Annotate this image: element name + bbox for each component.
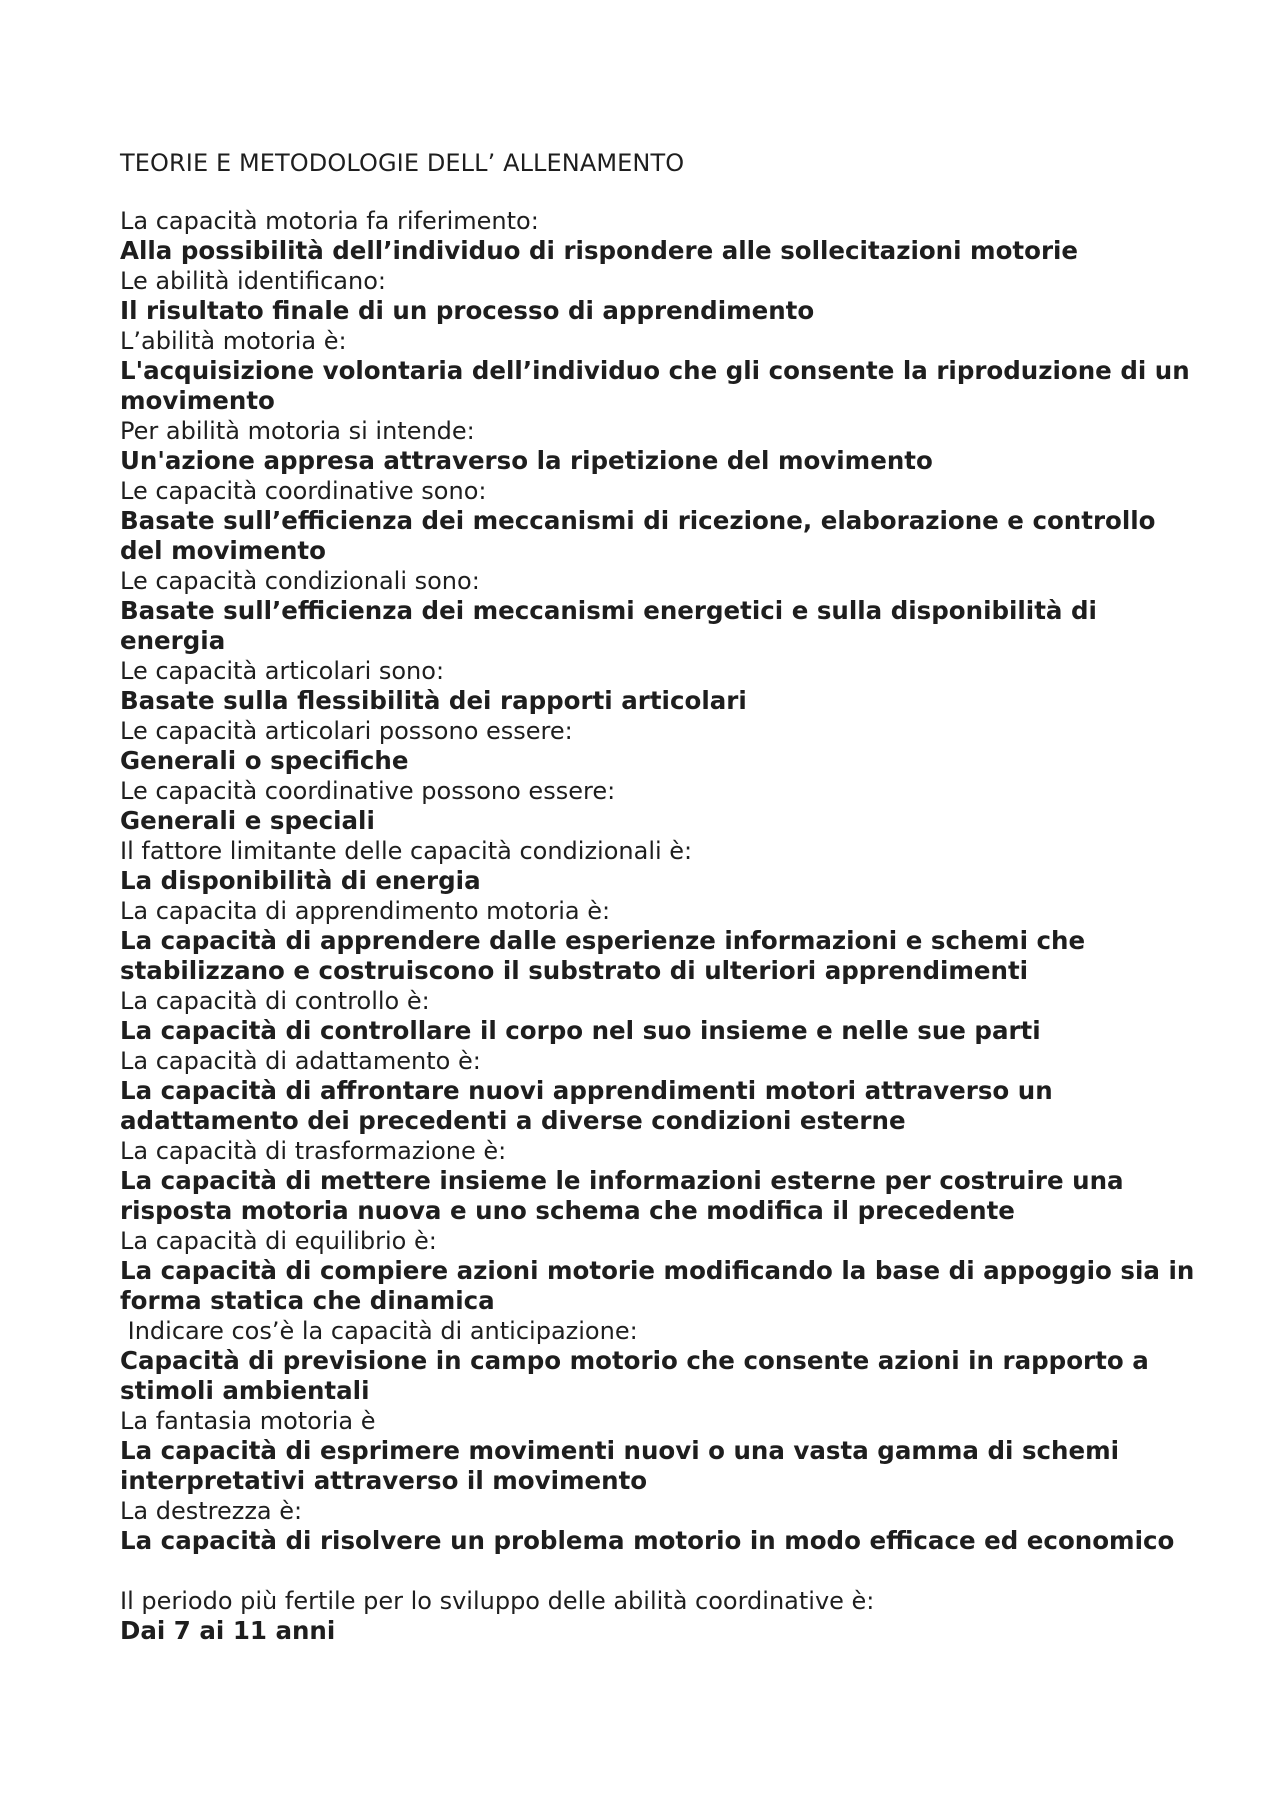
qa-item bbox=[120, 1316, 1200, 1406]
question-text: Le abilità identificano: bbox=[120, 267, 386, 295]
answer-text: La capacità di risolvere un problema motorio in modo efficace ed economico bbox=[120, 1526, 1175, 1555]
question-text: Indicare cos’è la capacità di anticipazione: bbox=[120, 1317, 638, 1345]
qa-item bbox=[120, 1406, 1200, 1496]
qa-item bbox=[120, 776, 1200, 836]
question-text: La capacita di apprendimento motoria è: bbox=[120, 897, 611, 925]
document-title: TEORIE E METODOLOGIE DELL’ ALLENAMENTO bbox=[120, 149, 685, 177]
question-text: Per abilità motoria si intende: bbox=[120, 417, 475, 445]
qa-item bbox=[120, 1496, 1200, 1556]
answer-text: Il risultato finale di un processo di apprendimento bbox=[120, 296, 815, 325]
question-text: La capacità di trasformazione è: bbox=[120, 1137, 507, 1165]
answer-text: Basate sull’efficienza dei meccanismi di ricezione, elaborazione e controllo del movimento bbox=[120, 506, 1156, 565]
qa-item bbox=[120, 896, 1200, 986]
qa-item bbox=[120, 326, 1200, 416]
answer-text: La capacità di compiere azioni motorie modificando la base di appoggio sia in forma statica che dinamica bbox=[120, 1256, 1195, 1315]
qa-item bbox=[120, 266, 1200, 326]
qa-item bbox=[120, 1226, 1200, 1316]
answer-text: La capacità di affrontare nuovi apprendimenti motori attraverso un adattamento dei precedenti a diverse condizioni esterne bbox=[120, 1076, 1053, 1135]
question-text: L’abilità motoria è: bbox=[120, 327, 347, 355]
qa-item bbox=[120, 206, 1200, 266]
answer-text: Generali o specifiche bbox=[120, 746, 409, 775]
question-answer-list bbox=[120, 206, 1200, 1556]
qa-item bbox=[120, 986, 1200, 1046]
qa-item bbox=[120, 836, 1200, 896]
question-text: Le capacità articolari possono essere: bbox=[120, 717, 573, 745]
final-qa-item bbox=[120, 1586, 1200, 1646]
answer-text: L'acquisizione volontaria dell’individuo che gli consente la riproduzione di un movimento bbox=[120, 356, 1190, 415]
question-text: Le capacità condizionali sono: bbox=[120, 567, 480, 595]
paragraph-spacer bbox=[120, 1556, 1200, 1586]
question-text: Il fattore limitante delle capacità condizionali è: bbox=[120, 837, 693, 865]
answer-text: La capacità di controllare il corpo nel suo insieme e nelle sue parti bbox=[120, 1016, 1041, 1045]
answer-text: La disponibilità di energia bbox=[120, 866, 481, 895]
qa-item bbox=[120, 1046, 1200, 1136]
question-text: Le capacità coordinative possono essere: bbox=[120, 777, 616, 805]
final-answer-text: Dai 7 ai 11 anni bbox=[120, 1616, 336, 1645]
question-text: Le capacità articolari sono: bbox=[120, 657, 445, 685]
question-text: La destrezza è: bbox=[120, 1497, 303, 1525]
question-text: Le capacità coordinative sono: bbox=[120, 477, 487, 505]
answer-text: Generali e speciali bbox=[120, 806, 375, 835]
qa-item bbox=[120, 1136, 1200, 1226]
question-text: La capacità di controllo è: bbox=[120, 987, 430, 1015]
answer-text: La capacità di mettere insieme le informazioni esterne per costruire una risposta motoria nuova e uno schema che modifica il precedente bbox=[120, 1166, 1124, 1225]
final-question-text: Il periodo più fertile per lo sviluppo delle abilità coordinative è: bbox=[120, 1587, 875, 1615]
answer-text: La capacità di apprendere dalle esperienze informazioni e schemi che stabilizzano e costruiscono il substrato di ulteriori apprendimenti bbox=[120, 926, 1086, 985]
answer-text: Alla possibilità dell’individuo di rispondere alle sollecitazioni motorie bbox=[120, 236, 1079, 265]
qa-item bbox=[120, 566, 1200, 656]
answer-text: Basate sull’efficienza dei meccanismi energetici e sulla disponibilità di energia bbox=[120, 596, 1097, 655]
document-page bbox=[120, 148, 1200, 1646]
qa-item bbox=[120, 476, 1200, 566]
answer-text: Un'azione appresa attraverso la ripetizione del movimento bbox=[120, 446, 933, 475]
answer-text: La capacità di esprimere movimenti nuovi o una vasta gamma di schemi interpretativi attraverso il movimento bbox=[120, 1436, 1120, 1495]
answer-text: Basate sulla flessibilità dei rapporti articolari bbox=[120, 686, 747, 715]
question-text: La capacità di equilibrio è: bbox=[120, 1227, 437, 1255]
qa-item bbox=[120, 716, 1200, 776]
qa-item bbox=[120, 416, 1200, 476]
qa-item bbox=[120, 656, 1200, 716]
question-text: La capacità motoria fa riferimento: bbox=[120, 207, 539, 235]
question-text: La capacità di adattamento è: bbox=[120, 1047, 481, 1075]
question-text: La fantasia motoria è bbox=[120, 1407, 376, 1435]
answer-text: Capacità di previsione in campo motorio che consente azioni in rapporto a stimoli ambientali bbox=[120, 1346, 1149, 1405]
